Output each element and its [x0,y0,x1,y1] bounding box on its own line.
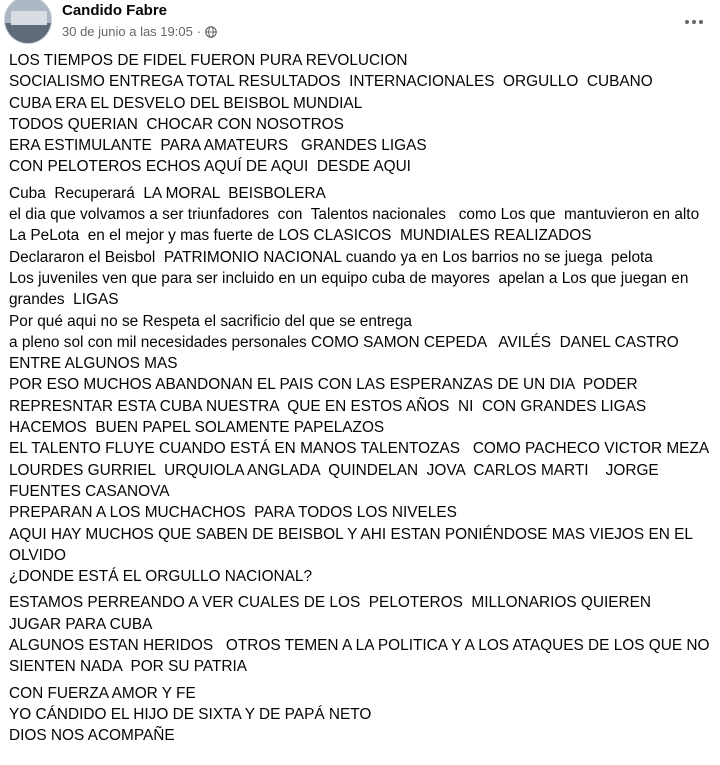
post-text-line: YO CÁNDIDO EL HIJO DE SIXTA Y DE PAPÁ NETO [9,705,372,723]
post-timestamp[interactable]: 30 de junio a las 19:05 [62,24,193,39]
post-text-line: DIOS NOS ACOMPAÑE [9,727,175,745]
avatar[interactable] [4,0,52,44]
post-text-line: PREPARAN A LOS MUCHACHOS PARA TODOS LOS NIVELES [9,504,457,522]
post-text-line: ERA ESTIMULANTE PARA AMATEURS GRANDES LIGAS [9,137,427,155]
post-text-line: Por qué aqui no se Respeta el sacrificio del que se entrega [9,312,412,330]
post-text-line: AQUI HAY MUCHOS QUE SABEN DE BEISBOL Y AHI ESTAN PONIÉNDOSE MAS VIEJOS EN EL OLVIDO [9,525,697,564]
post-paragraph [9,183,715,588]
post-text-line: ¿DONDE ESTÁ EL ORGULLO NACIONAL? [9,568,313,586]
post-text-line: ALGUNOS ESTAN HERIDOS OTROS TEMEN A LA POLITICA Y A LOS ATAQUES DE LOS QUE NO SIENTEN NADA POR SU PATRIA [9,637,714,676]
profile-photo-icon [5,0,52,44]
post-meta [62,24,217,39]
post-text-line: Cuba Recuperará LA MORAL BEISBOLERA [9,184,326,202]
post-paragraph [9,50,715,178]
more-options-button[interactable] [676,4,712,40]
meta-separator: · [196,24,202,39]
post-paragraph [9,683,715,747]
post-header [0,0,720,46]
post-text-line: CON PELOTEROS ECHOS AQUÍ DE AQUI DESDE AQUI [9,158,411,176]
post-text-line: Los juveniles ven que para ser incluido en un equipo cuba de mayores apelan a Los que juegan en grandes LIGAS [9,269,693,309]
post-text-line: a pleno sol con mil necesidades personales COMO SAMON CEPEDA AVILÉS DANEL CASTRO ENTRE ALGUNOS MAS [9,333,688,373]
globe-icon[interactable] [205,26,217,38]
post-text [9,50,715,752]
post-text-line: Declararon el Beisbol PATRIMONIO NACIONAL cuando ya en Los barrios no se juega pelota [9,248,653,266]
post-text-line: POR ESO MUCHOS ABANDONAN EL PAIS CON LAS ESPERANZAS DE UN DIA PODER REPRESNTAR ESTA CUBA NUESTRA QUE EN ESTOS AÑOS NI CON GRANDES LIGAS HACEMOS BUEN PAPEL SOLAMENTE PAPELAZOS [9,376,655,437]
post-text-line: el dia que volvamos a ser triunfadores con Talentos nacionales como Los que mantuvieron en alto La PeLota en el mejor y mas fuerte de LOS CLASICOS MUNDIALES REALIZADOS [9,206,704,245]
more-options-icon [684,19,704,25]
post-text-line: EL TALENTO FLUYE CUANDO ESTÁ EN MANOS TALENTOZAS COMO PACHECO VICTOR MEZA LOURDES GURRIEL URQUIOLA ANGLADA QUINDELAN JOVA CARLOS MARTI JORGE FUENTES CASANOVA [9,440,713,500]
post-text-line: LOS TIEMPOS DE FIDEL FUERON PURA REVOLUCION [9,52,408,69]
post-text-line: ESTAMOS PERREANDO A VER CUALES DE LOS PELOTEROS MILLONARIOS QUIEREN JUGAR PARA CUBA [9,594,664,633]
post-paragraph [9,592,715,677]
post-text-line: TODOS QUERIAN CHOCAR CON NOSOTROS [9,115,344,133]
post-text-line: CON FUERZA AMOR Y FE [9,684,196,702]
author-name[interactable]: Candido Fabre [62,2,168,19]
post-text-line: SOCIALISMO ENTREGA TOTAL RESULTADOS INTERNACIONALES ORGULLO CUBANO [9,73,653,91]
post-text-line: CUBA ERA EL DESVELO DEL BEISBOL MUNDIAL [9,94,363,112]
